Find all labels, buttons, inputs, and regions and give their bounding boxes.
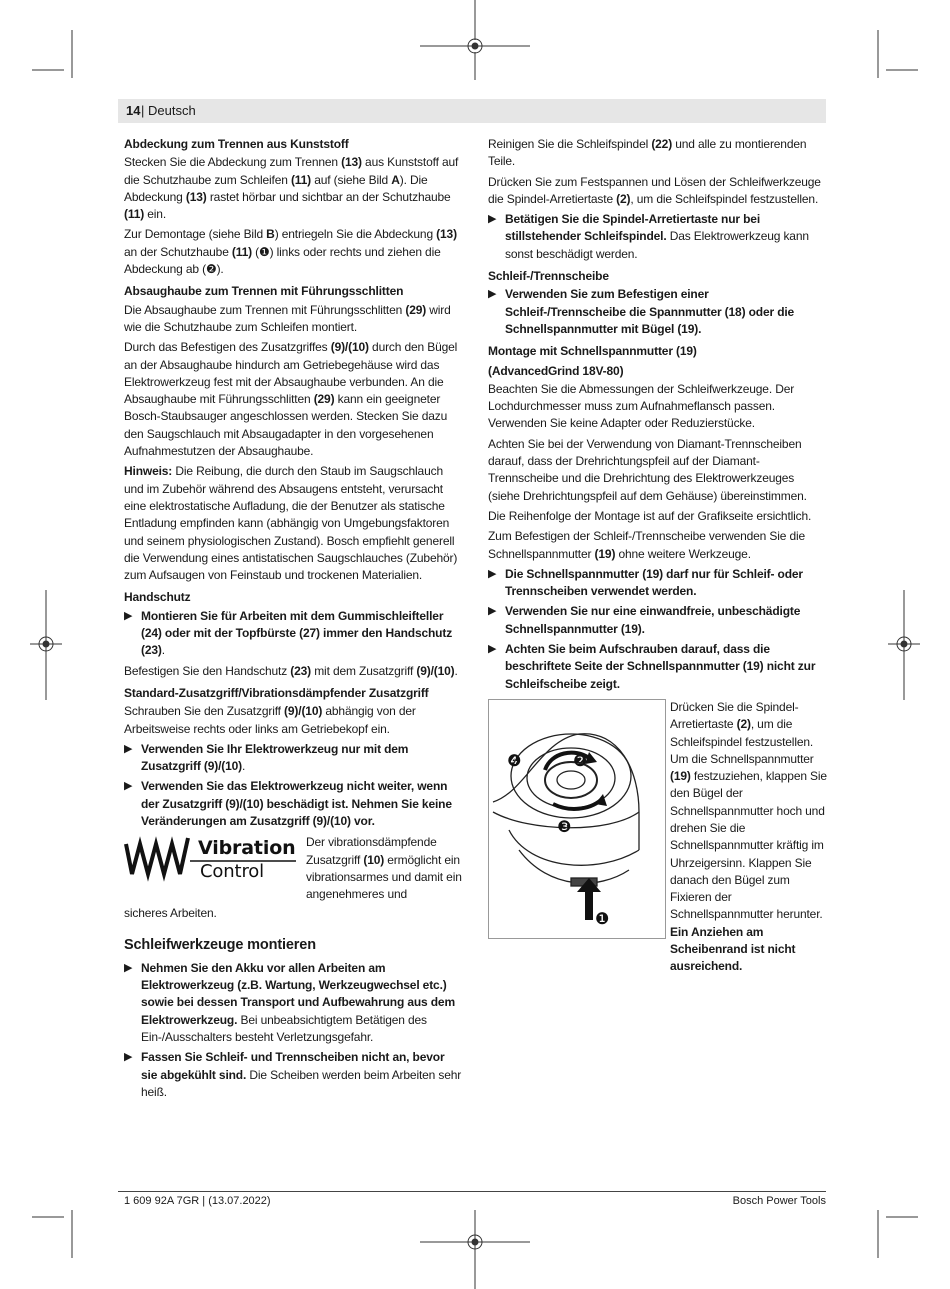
footer-doc-id: 1 609 92A 7GR | (13.07.2022) [124,1195,271,1207]
paragraph: Stecken Sie die Abdeckung zum Trennen (13) aus Kunststoff auf die Schutzhaube zum Schleifen (11) auf (siehe Bild A). Die Abdeckung (13) rastet hörbar und sichtbar an der Schutzhaube (11) ein. [124,155,459,222]
page-header [118,99,826,123]
warning-bullet: ▶ Nehmen Sie den Akku vor allen Arbeiten am Elektrowerkzeug (z.B. Wartung, Werkzeugwechsel etc.) sowie bei dessen Transport und Aufbewahrung aus dem Elektrowerkzeug. Bei unbeabsichtigtem Betätigen des Ein-/Ausschalters besteht Verletzungsgefahr. [124,960,455,1045]
paragraph: Beachten Sie die Abmessungen der Schleifwerkzeuge. Der Lochdurchmesser muss zum Aufnahmeflansch passen. Verwenden Sie keine Adapter oder Reduzierstücke. [488,381,795,431]
page-footer [118,1191,826,1210]
warning-bullet: ▶ Die Schnellspannmutter (19) darf nur für Schleif- oder Trennscheiben verwendet werden. [488,566,803,599]
bullet-arrow-icon: ▶ [488,288,497,301]
paragraph: Achten Sie bei der Verwendung von Diamant-Trennscheiben darauf, dass der Drehrichtungspfeil auf der Diamant-Trennscheibe und die Drehrichtung des Elektrowerkzeuges (siehe Drehrichtungspfeil auf dem Gehäuse) übereinstimmen. [488,436,807,503]
warning-bullet: ▶ Verwenden Sie zum Befestigen einer Schleif-/Trennscheibe die Spannmutter (18) oder die Schnellspannmutter mit Bügel (19). [488,287,795,336]
section-title: Schleif-/Trennscheibe [488,269,609,284]
figure-caption-text: Drücken Sie die Spindel-Arretiertaste (2), um die Schleifspindel festzustellen. Um die Schnellspannmutter (19) festzuziehen, klappen Sie den Bügel der Schnellspannmutter hoch und drehen Sie die Schnellspannmutter kräftig im Uhrzeigersinn. Klappen Sie danach den Bügel zum Fixieren der Schnellspannmutter herunter. Ein Anziehen am Scheibenrand ist nicht ausreichend. [670,699,827,974]
section-title: Handschutz [124,590,191,605]
paragraph: Die Absaughaube zum Trennen mit Führungsschlitten (29) wird wie die Schutzhaube zum Schleifen montiert. [124,302,451,334]
page-number: 14 [126,103,141,118]
section-subtitle: (AdvancedGrind 18V-80) [488,363,624,378]
header-language: Deutsch [148,103,196,118]
vibration-control-logo [124,834,299,882]
right-column [488,136,827,974]
paragraph: Zur Demontage (siehe Bild B) entriegeln Sie die Abdeckung (13) an der Schutzhaube (11) (❶) links oder rechts und ziehen die Abdeckung ab (❷). [124,227,457,277]
footer-brand: Bosch Power Tools [732,1195,826,1207]
svg-text:Vibration: Vibration [198,837,296,860]
bullet-arrow-icon: ▶ [488,643,497,656]
step-4-label: ❹ [507,750,522,770]
section-heading: Schleifwerkzeuge montieren [124,936,316,953]
bullet-arrow-icon: ▶ [124,1051,133,1064]
paragraph: Die Reihenfolge der Montage ist auf der Grafikseite ersichtlich. [488,508,812,523]
vibration-control-block [124,834,462,909]
bullet-arrow-icon: ▶ [124,961,133,974]
note-paragraph: Hinweis: Die Reibung, die durch den Staub im Saugschlauch und im Zubehör während des Absaugens entsteht, verursacht eine elektrostatische Aufladung, die der Benutzer als statische Entladung empfinden kann (abhängig von Umgebungsfaktoren und seinem physiologischen Zustand). Bosch empfiehlt generell die Verwendung eines antistatischen Saugschlauches (Zubehör) zum Aufsaugen von Feinstaub und trockenen Materialien. [124,464,458,583]
step-1-label: ❶ [595,908,610,928]
paragraph: sicheres Arbeiten. [124,906,217,921]
step-2-label: ❷ [573,750,588,770]
paragraph: Reinigen Sie die Schleifspindel (22) und alle zu montierenden Teile. [488,137,807,169]
bullet-arrow-icon: ▶ [124,780,133,793]
warning-bullet: ▶ Fassen Sie Schleif- und Trennscheiben nicht an, bevor sie abgekühlt sind. Die Scheiben werden beim Arbeiten sehr heiß. [124,1050,462,1099]
paragraph: Befestigen Sie den Handschutz (23) mit dem Zusatzgriff (9)/(10). [124,663,458,678]
warning-bullet: ▶ Verwenden Sie das Elektrowerkzeug nicht weiter, wenn der Zusatzgriff (9)/(10) beschädigt ist. Nehmen Sie keine Veränderungen am Zusatzgriff (9)/(10) vor. [124,779,452,828]
paragraph: Drücken Sie zum Festspannen und Lösen der Schleifwerkzeuge die Spindel-Arretiertaste (2), um die Schleifspindel festzustellen. [488,174,821,206]
vibration-text: Der vibrationsdämpfende Zusatzgriff (10) ermöglicht ein vibrationsarmes und damit ein angenehmeres und [306,835,462,902]
warning-bullet: ▶ Montieren Sie für Arbeiten mit dem Gummischleifteller (24) oder mit der Topfbürste (27) immer den Handschutz (23). [124,608,453,658]
section-title: Absaughaube zum Trennen mit Führungsschlitten [124,284,404,299]
section-title: Standard-Zusatzgriff/Vibrationsdämpfender Zusatzgriff [124,685,429,700]
bullet-arrow-icon: ▶ [124,742,133,755]
quick-clamp-nut-figure [488,699,666,939]
paragraph: Schrauben Sie den Zusatzgriff (9)/(10) abhängig von der Arbeitsweise rechts oder links am Getriebekopf ein. [124,704,416,736]
warning-bullet: ▶ Achten Sie beim Aufschrauben darauf, dass die beschriftete Seite der Schnellspannmutter (19) nicht zur Schleifscheibe zeigt. [488,642,816,691]
bullet-arrow-icon: ▶ [124,609,133,622]
grinder-illustration [489,700,665,938]
bullet-arrow-icon: ▶ [488,567,497,580]
section-title: Montage mit Schnellspannmutter (19) [488,344,697,359]
warning-bullet: ▶ Betätigen Sie die Spindel-Arretiertaste nur bei stillstehender Schleifspindel. Das Elektrowerkzeug kann sonst beschädigt werden. [488,212,809,261]
warning-bullet: ▶ Verwenden Sie nur eine einwandfreie, unbeschädigte Schnellspannmutter (19). [488,604,801,636]
left-column [124,136,462,1104]
warning-bullet: ▶ Verwenden Sie Ihr Elektrowerkzeug nur mit dem Zusatzgriff (9)/(10). [124,741,409,774]
paragraph: Durch das Befestigen des Zusatzgriffes (9)/(10) durch den Bügel an der Absaughaube hindurch am Getriebegehäuse wird das Elektrowerkzeug fest mit der Absaughaube verbunden. An die Absaughaube mit Führungsschlitten (29) kann ein geeigneter Bosch-Staubsauger angeschlossen werden. Stecken Sie dazu den Saugschlauch mit Absaugadapter in den vorgesehenen Aufnahmestutzen der Absaughaube. [124,340,458,459]
svg-text:Control: Control [200,861,265,883]
bullet-arrow-icon: ▶ [488,213,497,226]
bullet-arrow-icon: ▶ [488,605,497,618]
figure-block [488,699,827,974]
paragraph: Zum Befestigen der Schleif-/Trennscheibe verwenden Sie die Schnellspannmutter (19) ohne weitere Werkzeuge. [488,529,806,561]
section-title: Abdeckung zum Trennen aus Kunststoff [124,137,349,151]
header-separator: | [141,103,145,118]
step-3-label: ❸ [557,816,572,836]
